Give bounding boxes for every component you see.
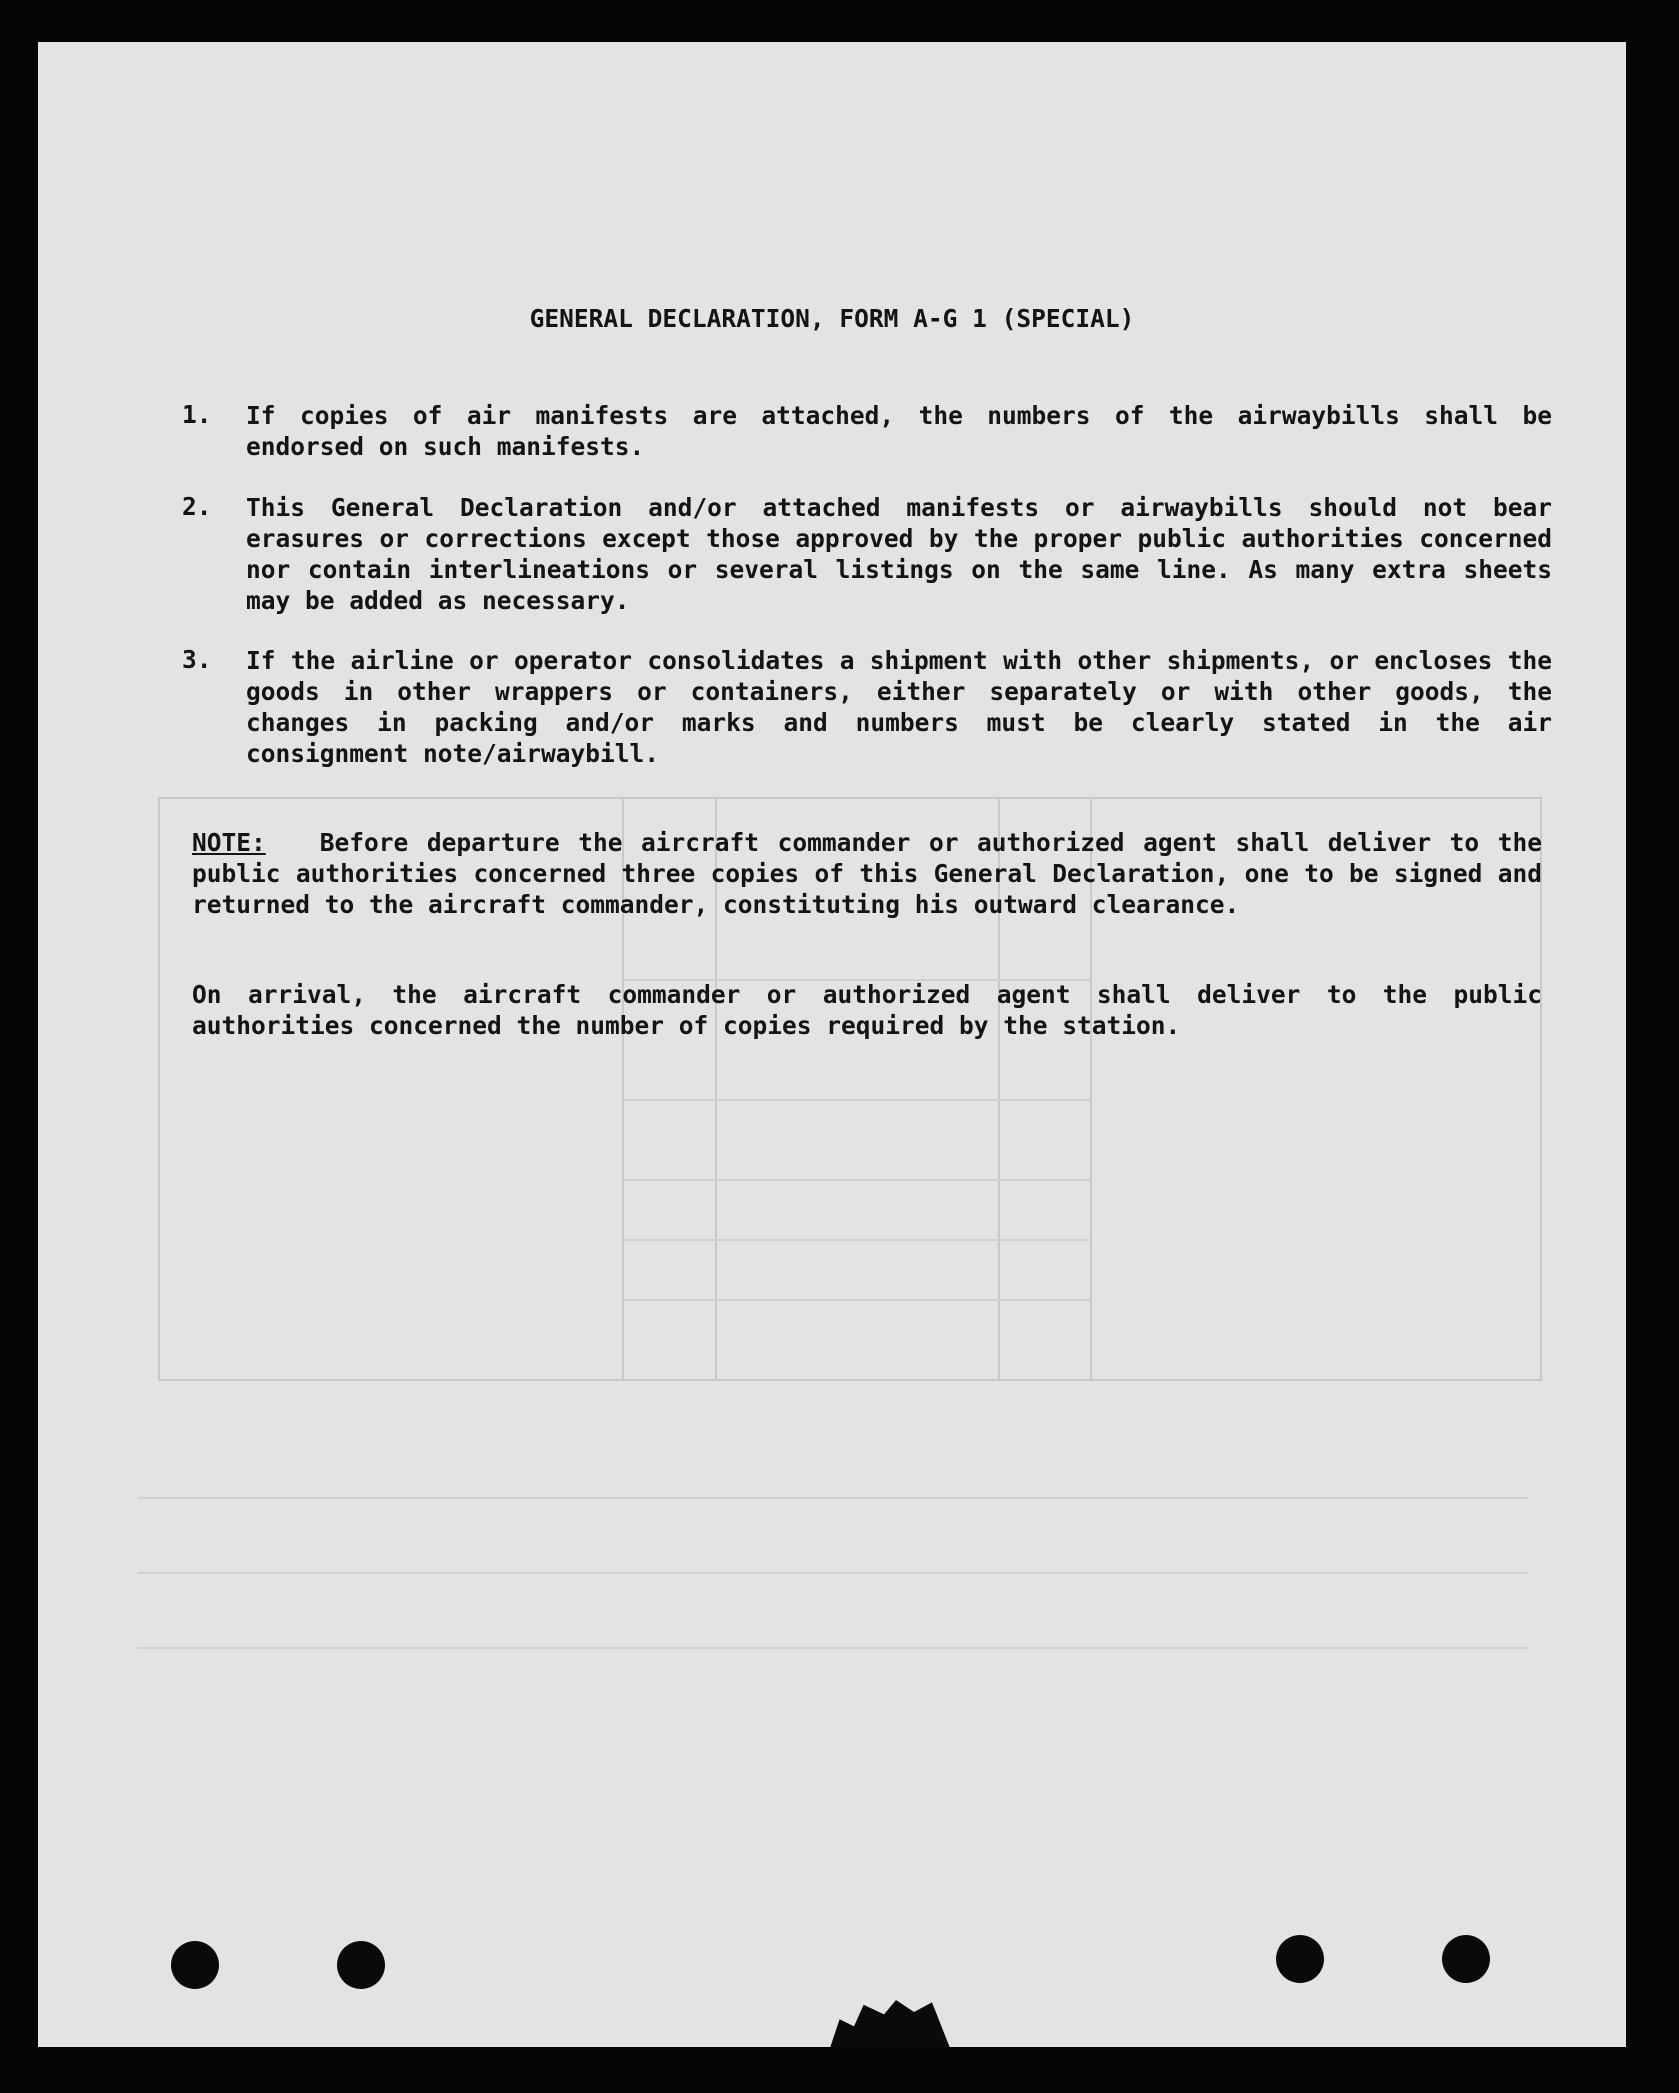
item-text: If the airline or operator consolidates a shipment with other shipments, or encloses the goods in other wrappers or containers, either separately or with other goods, the changes in packing and/or marks and numbers must be clearly stated in the air consignment note/airwaybill.	[246, 646, 1552, 768]
punch-hole	[171, 1941, 219, 1989]
item-number: 2.	[182, 492, 212, 521]
show-through-line	[138, 1572, 1528, 1574]
show-through-line	[138, 1647, 1528, 1649]
page-title: GENERAL DECLARATION, FORM A-G 1 (SPECIAL)	[529, 304, 1135, 333]
note-label: NOTE:	[192, 828, 266, 857]
show-through-line	[622, 1099, 1090, 1101]
torn-edge	[830, 2000, 950, 2047]
note-paragraph	[192, 827, 1542, 920]
show-through-line	[138, 1497, 1528, 1499]
punch-hole	[1276, 1935, 1324, 1983]
arrival-paragraph: On arrival, the aircraft commander or authorized agent shall deliver to the public authorities concerned the number of copies required by the station.	[192, 980, 1542, 1040]
item-text: This General Declaration and/or attached manifests or airwaybills should not bear erasures or corrections except those approved by the proper public authorities concerned nor contain interlineations or several listings on the same line. As many extra sheets may be added as necessary.	[246, 493, 1552, 615]
list-item	[182, 645, 1552, 769]
show-through-line	[622, 1179, 1090, 1181]
punch-hole	[1442, 1935, 1490, 1983]
show-through-line	[622, 1239, 1090, 1241]
list-item	[182, 400, 1552, 462]
show-through-line	[622, 1299, 1090, 1301]
item-number: 1.	[182, 400, 212, 429]
item-number: 3.	[182, 645, 212, 674]
list-item	[182, 492, 1552, 616]
document-page	[38, 42, 1626, 2047]
item-text: If copies of air manifests are attached, the numbers of the airwaybills shall be endorsed on such manifests.	[246, 401, 1552, 461]
note-text: Before departure the aircraft commander or authorized agent shall deliver to the public authorities concerned three copies of this General Declaration, one to be signed and returned to the aircraft commander, constituting his outward clearance.	[192, 828, 1542, 919]
punch-hole	[337, 1941, 385, 1989]
